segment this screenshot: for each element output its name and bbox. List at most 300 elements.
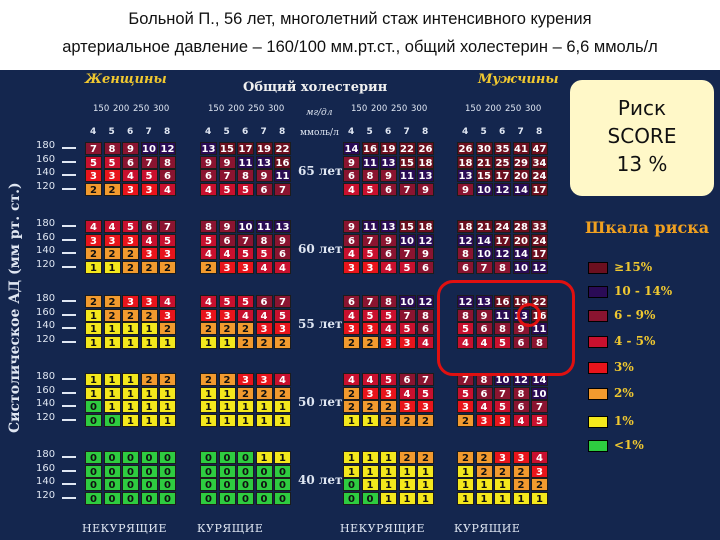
risk-cell: 2 xyxy=(362,336,379,349)
risk-cell: 4 xyxy=(399,387,416,400)
risk-cell: 9 xyxy=(343,156,360,169)
risk-cell: 26 xyxy=(418,144,433,155)
risk-cell: 6 xyxy=(399,373,416,386)
risk-cell: 10 xyxy=(514,262,528,274)
risk-cell: 8 xyxy=(380,295,397,308)
risk-cell: 4 xyxy=(343,373,360,386)
risk-cell: 1 xyxy=(417,478,434,491)
risk-cell: 2 xyxy=(219,322,236,335)
risk-cell: 4 xyxy=(141,234,158,247)
risk-cell: 3 xyxy=(343,261,360,274)
risk-cell: 5 xyxy=(380,373,397,386)
risk-cell: 5 xyxy=(399,322,416,335)
risk-cell: 5 xyxy=(85,156,102,169)
risk-cell: 2 xyxy=(343,387,360,400)
risk-cell: 1 xyxy=(200,414,217,427)
risk-cell: 0 xyxy=(122,451,139,464)
risk-cell: 20 xyxy=(514,235,528,247)
risk-cell: 1 xyxy=(274,414,291,427)
risk-cell: 1 xyxy=(362,451,379,464)
bp-tick-mark xyxy=(62,161,76,163)
mmol-tick: 6 xyxy=(385,127,392,137)
risk-cell: 7 xyxy=(274,295,291,308)
risk-cell: 5 xyxy=(457,387,474,400)
risk-cell: 2 xyxy=(104,183,121,196)
risk-cell: 5 xyxy=(122,220,139,233)
risk-cell: 4 xyxy=(85,220,102,233)
risk-cell: 5 xyxy=(219,183,236,196)
risk-cell: 2 xyxy=(417,451,434,464)
risk-cell: 4 xyxy=(122,169,139,182)
risk-cell: 1 xyxy=(362,414,379,427)
risk-cell: 2 xyxy=(104,309,121,322)
risk-cell: 2 xyxy=(159,373,176,386)
legend-label: 6 - 9% xyxy=(614,308,656,322)
mmol-tick: 6 xyxy=(127,127,134,137)
bp-tick-mark xyxy=(62,239,76,241)
risk-cell: 5 xyxy=(237,247,254,260)
risk-cell: 2 xyxy=(141,261,158,274)
risk-cell: 1 xyxy=(159,400,176,413)
risk-cell: 24 xyxy=(532,235,547,247)
risk-cell: 33 xyxy=(532,222,547,233)
mmol-tick: 4 xyxy=(90,127,97,137)
risk-cell: 1 xyxy=(141,336,158,349)
mmol-tick: 8 xyxy=(422,127,429,137)
risk-cell: 3 xyxy=(380,336,397,349)
risk-cell: 2 xyxy=(457,451,474,464)
risk-cell: 2 xyxy=(219,373,236,386)
mgdl-tick: 250 xyxy=(133,104,150,114)
risk-cell: 10 xyxy=(477,249,491,260)
bp-tick: 180 xyxy=(36,293,56,304)
risk-cell: 3 xyxy=(237,261,254,274)
risk-cell: 18 xyxy=(458,222,473,233)
mgdl-tick: 300 xyxy=(411,104,428,114)
risk-cell: 9 xyxy=(343,220,360,233)
risk-cell: 1 xyxy=(85,373,102,386)
risk-cell: 7 xyxy=(476,261,493,274)
risk-cell: 1 xyxy=(200,336,217,349)
risk-cell: 12 xyxy=(532,262,547,274)
bp-tick-mark xyxy=(62,327,76,329)
risk-cell: 0 xyxy=(256,465,273,478)
risk-cell: 30 xyxy=(477,144,491,155)
risk-cell: 1 xyxy=(399,465,416,478)
risk-cell: 13 xyxy=(458,171,473,182)
risk-cell: 0 xyxy=(200,492,217,505)
risk-cell: 3 xyxy=(141,295,158,308)
risk-cell: 7 xyxy=(159,220,176,233)
risk-cell: 2 xyxy=(399,414,416,427)
cholesterol-title: Общий холестерин xyxy=(243,80,388,95)
bp-tick: 160 xyxy=(36,384,56,396)
risk-cell: 9 xyxy=(274,234,291,247)
risk-cell: 11 xyxy=(363,222,377,233)
risk-cell: 19 xyxy=(514,297,528,308)
risk-cell: 3 xyxy=(476,414,493,427)
risk-cell: 17 xyxy=(532,184,547,196)
mmol-tick: 8 xyxy=(536,127,543,137)
risk-cell: 2 xyxy=(141,309,158,322)
risk-cell: 3 xyxy=(256,373,273,386)
risk-cell: 16 xyxy=(363,144,377,155)
bp-tick: 180 xyxy=(36,218,56,229)
risk-cell: 0 xyxy=(274,492,291,505)
risk-cell: 0 xyxy=(159,465,176,478)
risk-cell: 5 xyxy=(159,234,176,247)
legend-swatch xyxy=(588,262,608,274)
risk-cell: 2 xyxy=(85,183,102,196)
risk-cell: 5 xyxy=(141,169,158,182)
risk-cell: 7 xyxy=(362,295,379,308)
risk-cell: 17 xyxy=(238,144,253,155)
risk-cell: 7 xyxy=(237,234,254,247)
mmol-tick: 7 xyxy=(403,127,410,137)
risk-cell: 15 xyxy=(400,222,414,233)
risk-cell: 2 xyxy=(531,478,548,491)
risk-cell: 6 xyxy=(380,247,397,260)
risk-cell: 9 xyxy=(219,220,236,233)
risk-cell: 9 xyxy=(380,169,397,182)
risk-cell: 1 xyxy=(200,387,217,400)
bp-tick: 140 xyxy=(36,245,56,256)
risk-cell: 4 xyxy=(417,336,434,349)
risk-cell: 4 xyxy=(362,373,379,386)
risk-cell: 14 xyxy=(344,144,359,155)
risk-cell: 2 xyxy=(343,336,360,349)
risk-cell: 6 xyxy=(476,322,493,335)
risk-cell: 4 xyxy=(256,261,273,274)
bp-tick-mark xyxy=(62,147,76,149)
risk-cell: 15 xyxy=(400,157,414,169)
risk-cell: 1 xyxy=(531,492,548,505)
risk-cell: 10 xyxy=(532,388,547,400)
risk-cell: 1 xyxy=(457,465,474,478)
legend-label: 4 - 5% xyxy=(614,334,656,348)
legend-swatch xyxy=(588,388,608,400)
risk-cell: 2 xyxy=(399,451,416,464)
risk-cell: 4 xyxy=(256,309,273,322)
mgdl-tick: 300 xyxy=(525,104,542,114)
risk-cell: 1 xyxy=(362,465,379,478)
risk-cell: 12 xyxy=(495,249,510,260)
risk-cell: 5 xyxy=(362,309,379,322)
risk-cell: 4 xyxy=(476,400,493,413)
risk-cell: 1 xyxy=(219,387,236,400)
risk-cell: 1 xyxy=(343,451,360,464)
bp-tick: 140 xyxy=(36,167,56,178)
risk-cell: 1 xyxy=(417,465,434,478)
risk-cell: 3 xyxy=(141,247,158,260)
mgdl-tick: 150 xyxy=(465,104,482,114)
risk-cell: 4 xyxy=(343,247,360,260)
risk-result-box xyxy=(570,80,714,196)
risk-cell: 0 xyxy=(237,465,254,478)
risk-cell: 5 xyxy=(380,309,397,322)
risk-cell: 13 xyxy=(477,297,491,308)
risk-cell: 4 xyxy=(274,261,291,274)
mgdl-tick: 200 xyxy=(113,104,130,114)
risk-cell: 3 xyxy=(159,309,176,322)
risk-cell: 4 xyxy=(274,373,291,386)
risk-cell: 7 xyxy=(399,309,416,322)
age-label: 40 лет xyxy=(298,473,343,487)
risk-cell: 13 xyxy=(418,171,433,182)
risk-cell: 5 xyxy=(104,156,121,169)
mmol-tick: 6 xyxy=(499,127,506,137)
risk-cell: 1 xyxy=(219,414,236,427)
risk-cell: 10 xyxy=(477,184,491,196)
mmol-tick: 8 xyxy=(164,127,171,137)
risk-cell: 2 xyxy=(104,247,121,260)
risk-cell: 1 xyxy=(122,373,139,386)
risk-cell: 34 xyxy=(532,157,547,169)
risk-cell: 12 xyxy=(514,375,528,386)
risk-cell: 9 xyxy=(122,142,139,155)
risk-cell: 1 xyxy=(122,414,139,427)
risk-cell: 12 xyxy=(458,235,473,247)
risk-cell: 1 xyxy=(122,336,139,349)
men-label: Мужчины xyxy=(478,72,559,87)
risk-cell: 2 xyxy=(417,414,434,427)
risk-cell: 8 xyxy=(200,220,217,233)
risk-cell: 12 xyxy=(160,144,175,155)
legend-title: Шкала риска xyxy=(585,218,710,237)
risk-cell: 0 xyxy=(159,451,176,464)
legend-label: 3% xyxy=(614,360,634,374)
risk-cell: 1 xyxy=(159,414,176,427)
risk-cell: 7 xyxy=(362,234,379,247)
risk-cell: 1 xyxy=(104,322,121,335)
risk-cell: 12 xyxy=(458,297,473,308)
risk-cell: 0 xyxy=(122,492,139,505)
risk-cell: 3 xyxy=(494,414,511,427)
risk-cell: 18 xyxy=(418,222,433,233)
risk-cell: 7 xyxy=(274,183,291,196)
risk-cell: 5 xyxy=(531,414,548,427)
risk-cell: 4 xyxy=(219,247,236,260)
risk-cell: 11 xyxy=(495,310,510,322)
bp-tick-mark xyxy=(62,225,76,227)
risk-cell: 17 xyxy=(495,235,510,247)
risk-cell: 0 xyxy=(104,478,121,491)
risk-cell: 4 xyxy=(200,247,217,260)
age-label: 50 лет xyxy=(298,395,343,409)
risk-cell: 12 xyxy=(495,184,510,196)
risk-cell: 1 xyxy=(513,492,530,505)
risk-cell: 1 xyxy=(494,478,511,491)
bp-tick: 160 xyxy=(36,462,56,474)
risk-cell: 0 xyxy=(104,414,121,427)
bp-tick-mark xyxy=(62,456,76,458)
risk-cell: 4 xyxy=(200,183,217,196)
risk-cell: 14 xyxy=(532,375,547,386)
risk-cell: 6 xyxy=(513,400,530,413)
risk-cell: 1 xyxy=(85,261,102,274)
risk-cell: 4 xyxy=(343,183,360,196)
risk-cell: 19 xyxy=(257,144,271,155)
risk-cell: 2 xyxy=(237,387,254,400)
risk-cell: 0 xyxy=(85,478,102,491)
bp-tick: 160 xyxy=(36,153,56,165)
risk-cell: 3 xyxy=(513,451,530,464)
mmol-tick: 7 xyxy=(145,127,152,137)
risk-cell: 11 xyxy=(275,171,290,182)
risk-cell: 2 xyxy=(85,247,102,260)
risk-cell: 1 xyxy=(85,336,102,349)
risk-cell: 2 xyxy=(274,387,291,400)
risk-cell: 4 xyxy=(380,322,397,335)
risk-cell: 5 xyxy=(417,387,434,400)
bp-tick-mark xyxy=(62,470,76,472)
risk-cell: 2 xyxy=(200,322,217,335)
risk-cell: 2 xyxy=(237,336,254,349)
risk-cell: 9 xyxy=(256,169,273,182)
risk-cell: 6 xyxy=(159,169,176,182)
risk-cell: 1 xyxy=(417,492,434,505)
bp-tick-mark xyxy=(62,266,76,268)
risk-cell: 0 xyxy=(237,478,254,491)
bp-tick: 120 xyxy=(36,411,56,423)
risk-cell: 2 xyxy=(476,451,493,464)
risk-cell: 7 xyxy=(399,183,416,196)
risk-cell: 2 xyxy=(380,400,397,413)
risk-cell: 11 xyxy=(363,157,377,169)
risk-cell: 17 xyxy=(532,249,547,260)
risk-cell: 1 xyxy=(476,478,493,491)
risk-cell: 4 xyxy=(531,451,548,464)
mmol-tick: 5 xyxy=(366,127,373,137)
risk-cell: 8 xyxy=(513,387,530,400)
risk-cell: 1 xyxy=(104,336,121,349)
risk-cell: 0 xyxy=(362,492,379,505)
risk-cell: 7 xyxy=(219,169,236,182)
risk-cell: 3 xyxy=(362,387,379,400)
risk-cell: 0 xyxy=(343,492,360,505)
risk-cell: 7 xyxy=(399,247,416,260)
risk-cell: 12 xyxy=(418,297,433,308)
legend-swatch xyxy=(588,440,608,452)
risk-cell: 3 xyxy=(380,387,397,400)
risk-cell: 6 xyxy=(256,295,273,308)
risk-cell: 7 xyxy=(141,156,158,169)
risk-cell: 2 xyxy=(513,465,530,478)
risk-cell: 13 xyxy=(381,157,396,169)
risk-cell: 3 xyxy=(104,234,121,247)
risk-cell: 18 xyxy=(458,157,473,169)
risk-cell: 3 xyxy=(159,247,176,260)
mgdl-tick: 250 xyxy=(391,104,408,114)
risk-cell: 0 xyxy=(219,492,236,505)
column-group-label: КУРЯЩИЕ xyxy=(454,522,521,535)
risk-cell: 0 xyxy=(274,465,291,478)
column-group-label: КУРЯЩИЕ xyxy=(197,522,264,535)
risk-cell: 0 xyxy=(141,478,158,491)
risk-cell: 15 xyxy=(477,171,491,182)
bp-tick: 140 xyxy=(36,398,56,409)
mmol-tick: 5 xyxy=(480,127,487,137)
bp-tick-mark xyxy=(62,419,76,421)
risk-cell: 1 xyxy=(237,414,254,427)
bp-tick-mark xyxy=(62,252,76,254)
risk-cell: 2 xyxy=(104,295,121,308)
bp-tick: 160 xyxy=(36,231,56,243)
risk-cell: 5 xyxy=(274,309,291,322)
risk-cell: 3 xyxy=(237,373,254,386)
risk-cell: 2 xyxy=(494,465,511,478)
risk-cell: 1 xyxy=(256,400,273,413)
risk-cell: 8 xyxy=(237,169,254,182)
risk-cell: 6 xyxy=(513,336,530,349)
risk-cell: 0 xyxy=(85,465,102,478)
risk-cell: 2 xyxy=(200,373,217,386)
bp-tick: 180 xyxy=(36,371,56,382)
risk-cell: 13 xyxy=(514,310,528,322)
mmol-tick: 7 xyxy=(260,127,267,137)
bp-tick-mark xyxy=(62,188,76,190)
risk-cell: 11 xyxy=(257,222,271,233)
risk-cell: 13 xyxy=(381,222,396,233)
risk-cell: 1 xyxy=(256,414,273,427)
risk-cell: 5 xyxy=(237,183,254,196)
mmol-tick: 6 xyxy=(242,127,249,137)
risk-cell: 3 xyxy=(417,400,434,413)
risk-cell: 0 xyxy=(219,451,236,464)
risk-cell: 18 xyxy=(418,157,433,169)
bp-tick-mark xyxy=(62,378,76,380)
risk-cell: 12 xyxy=(418,235,433,247)
legend-swatch xyxy=(588,416,608,428)
risk-cell: 17 xyxy=(495,171,510,182)
bp-tick: 180 xyxy=(36,449,56,460)
risk-cell: 2 xyxy=(85,295,102,308)
risk-cell: 35 xyxy=(495,144,510,155)
risk-cell: 1 xyxy=(104,373,121,386)
risk-cell: 1 xyxy=(200,400,217,413)
risk-cell: 6 xyxy=(200,169,217,182)
risk-cell: 7 xyxy=(417,373,434,386)
risk-cell: 7 xyxy=(457,373,474,386)
risk-cell: 5 xyxy=(494,400,511,413)
risk-cell: 2 xyxy=(141,373,158,386)
mgdl-tick: 200 xyxy=(371,104,388,114)
mgdl-tick: 150 xyxy=(351,104,368,114)
mmol-tick: 4 xyxy=(462,127,469,137)
risk-cell: 1 xyxy=(85,322,102,335)
risk-cell: 9 xyxy=(513,322,530,335)
risk-cell: 28 xyxy=(514,222,528,233)
risk-cell: 8 xyxy=(531,336,548,349)
risk-cell: 0 xyxy=(200,465,217,478)
risk-cell: 0 xyxy=(274,478,291,491)
risk-cell: 1 xyxy=(219,400,236,413)
risk-cell: 4 xyxy=(343,309,360,322)
risk-cell: 24 xyxy=(532,171,547,182)
risk-cell: 1 xyxy=(343,465,360,478)
risk-cell: 1 xyxy=(122,400,139,413)
risk-cell: 8 xyxy=(417,309,434,322)
risk-cell: 5 xyxy=(457,322,474,335)
risk-cell: 3 xyxy=(104,169,121,182)
risk-cell: 1 xyxy=(159,336,176,349)
risk-cell: 0 xyxy=(104,465,121,478)
risk-cell: 1 xyxy=(85,309,102,322)
risk-cell: 3 xyxy=(399,336,416,349)
risk-cell: 8 xyxy=(494,261,511,274)
risk-cell: 3 xyxy=(362,322,379,335)
risk-label: Риск xyxy=(617,96,667,120)
